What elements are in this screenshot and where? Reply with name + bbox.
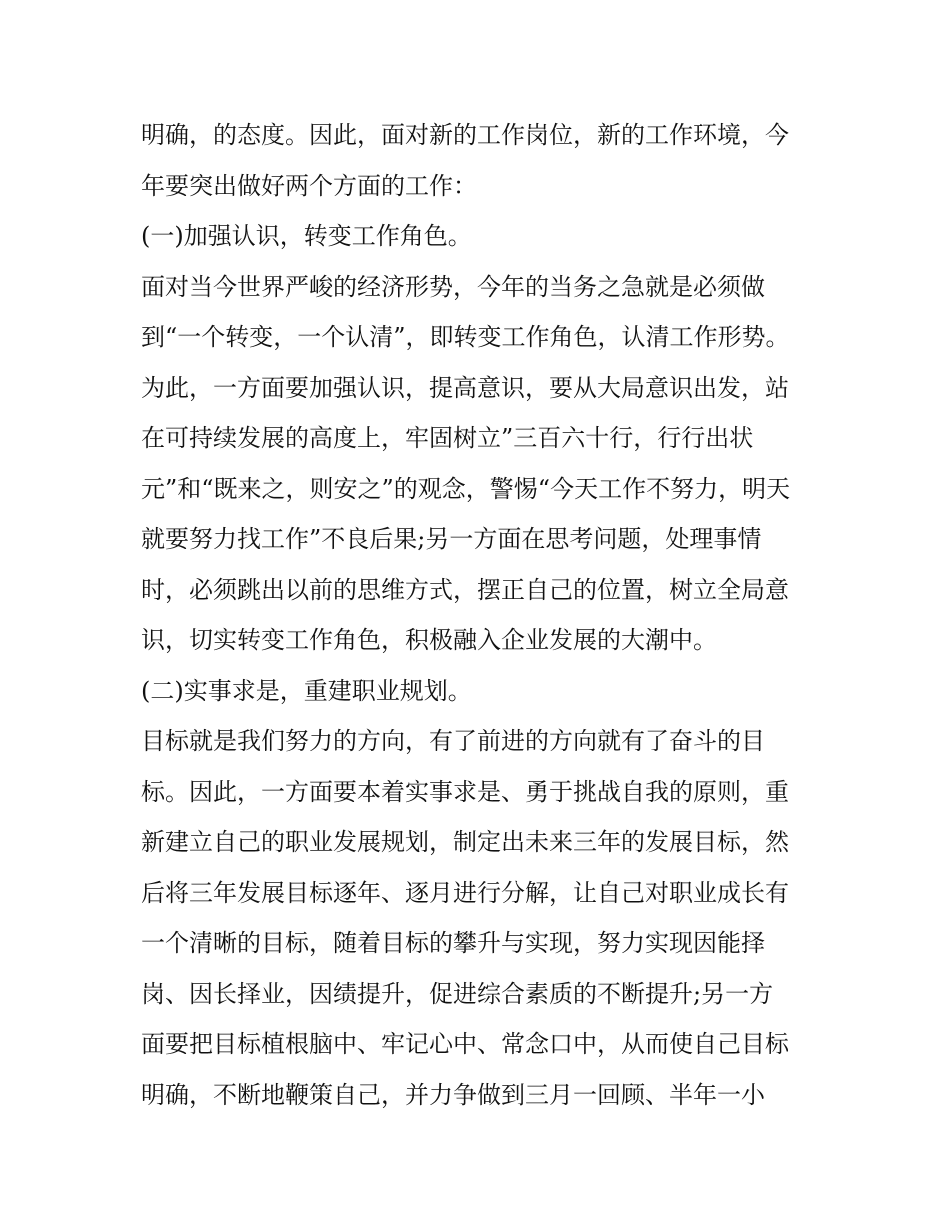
text-line: 明确，的态度。因此，面对新的工作岗位，新的工作环境，今 [141, 121, 789, 149]
section-heading: (一)加强认识，转变工作角色。 [141, 222, 472, 250]
text-line: 元”和“既来之，则安之”的观念，警惕“今天工作不努力，明天 [141, 474, 791, 503]
text-line: 年要突出做好两个方面的工作： [141, 171, 477, 200]
text-line: 面对当今世界严峻的经济形势，今年的当务之急就是必须做 [141, 272, 765, 301]
text-line: 为此，一方面要加强认识，提高意识，要从大局意识出发，站 [141, 373, 789, 402]
text-line: 后将三年发展目标逐年、逐月进行分解，让自己对职业成长有 [141, 878, 789, 907]
text-line: 识，切实转变工作角色，积极融入企业发展的大潮中。 [141, 626, 717, 654]
text-line: 明确，不断地鞭策自己，并力争做到三月一回顾、半年一小 [141, 1080, 765, 1109]
text-line: 一个清晰的目标，随着目标的攀升与实现，努力实现因能择 [141, 929, 765, 957]
text-line: 就要努力找工作”不良后果;另一方面在思考问题，处理事情 [141, 525, 762, 553]
section-heading: (二)实事求是，重建职业规划。 [141, 676, 472, 705]
text-line: 标。因此，一方面要本着实事求是、勇于挑战自我的原则，重 [141, 777, 789, 806]
text-line: 面要把目标植根脑中、牢记心中、常念口中，从而使自己目标 [141, 1030, 789, 1058]
body-text [141, 110, 831, 1120]
text-line: 时，必须跳出以前的思维方式，摆正自己的位置，树立全局意 [141, 575, 789, 604]
text-line: 目标就是我们努力的方向，有了前进的方向就有了奋斗的目 [141, 727, 765, 755]
text-line: 到“一个转变，一个认清”，即转变工作角色，认清工作形势。 [141, 323, 790, 351]
text-line: 岗、因长择业，因绩提升，促进综合素质的不断提升;另一方 [141, 979, 774, 1008]
text-line: 在可持续发展的高度上，牢固树立”三百六十行，行行出状 [141, 424, 754, 452]
text-line: 新建立自己的职业发展规划，制定出未来三年的发展目标，然 [141, 828, 789, 856]
